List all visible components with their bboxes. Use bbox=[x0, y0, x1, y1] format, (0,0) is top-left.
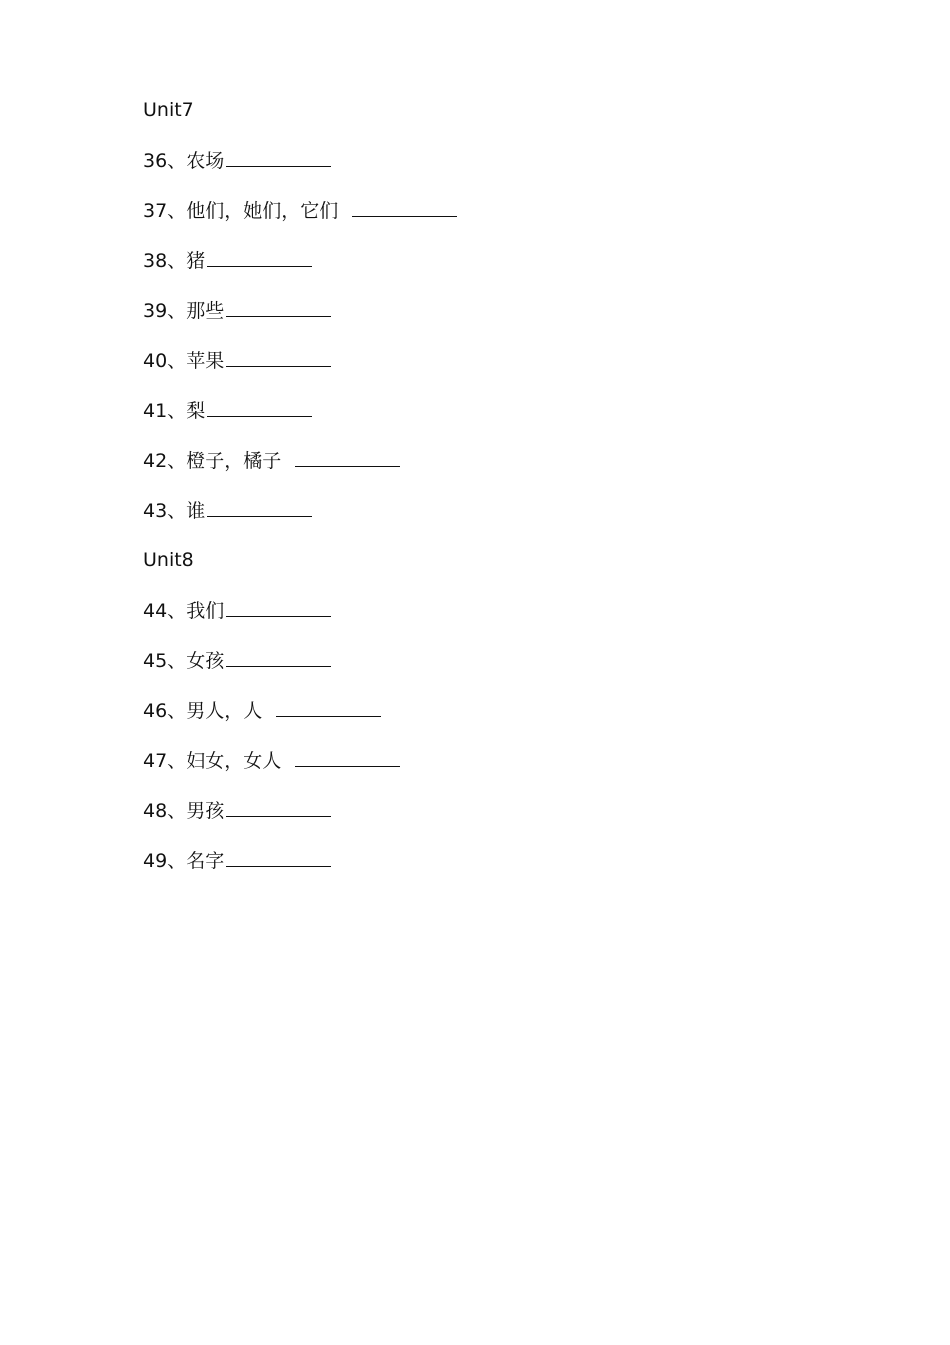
item-number: 46、 bbox=[143, 700, 187, 722]
item-number: 44、 bbox=[143, 600, 187, 622]
answer-blank[interactable] bbox=[226, 846, 331, 867]
answer-blank[interactable] bbox=[226, 146, 331, 167]
answer-blank[interactable] bbox=[226, 646, 331, 667]
vocab-item bbox=[143, 296, 903, 346]
vocab-item bbox=[143, 446, 903, 496]
vocab-item bbox=[143, 746, 903, 796]
item-word: 猪 bbox=[186, 250, 206, 272]
item-number: 39、 bbox=[143, 300, 187, 322]
vocab-item bbox=[143, 696, 903, 746]
vocab-item bbox=[143, 646, 903, 696]
vocab-item bbox=[143, 596, 903, 646]
answer-blank[interactable] bbox=[352, 196, 457, 217]
worksheet bbox=[143, 96, 903, 896]
vocab-item bbox=[143, 246, 903, 296]
vocab-item bbox=[143, 346, 903, 396]
item-number: 41、 bbox=[143, 400, 187, 422]
answer-blank[interactable] bbox=[276, 696, 381, 717]
item-number: 43、 bbox=[143, 500, 187, 522]
item-word: 苹果 bbox=[186, 350, 225, 372]
item-number: 47、 bbox=[143, 750, 187, 772]
item-number: 45、 bbox=[143, 650, 187, 672]
vocab-item bbox=[143, 496, 903, 546]
unit-heading: Unit7 bbox=[143, 99, 194, 121]
item-number: 36、 bbox=[143, 150, 187, 172]
answer-blank[interactable] bbox=[207, 246, 312, 267]
unit-heading: Unit8 bbox=[143, 549, 194, 571]
item-word: 农场 bbox=[186, 150, 225, 172]
item-word: 名字 bbox=[186, 850, 225, 872]
answer-blank[interactable] bbox=[207, 496, 312, 517]
item-number: 38、 bbox=[143, 250, 187, 272]
answer-blank[interactable] bbox=[226, 796, 331, 817]
answer-blank[interactable] bbox=[207, 396, 312, 417]
answer-blank[interactable] bbox=[295, 446, 400, 467]
item-word: 梨 bbox=[186, 400, 206, 422]
item-word: 妇女，女人 bbox=[186, 750, 282, 772]
item-number: 49、 bbox=[143, 850, 187, 872]
item-word: 那些 bbox=[186, 300, 225, 322]
item-word: 我们 bbox=[186, 600, 225, 622]
item-number: 37、 bbox=[143, 200, 187, 222]
item-word: 他们，她们，它们 bbox=[186, 200, 339, 222]
answer-blank[interactable] bbox=[226, 596, 331, 617]
item-word: 女孩 bbox=[186, 650, 225, 672]
vocab-item bbox=[143, 796, 903, 846]
answer-blank[interactable] bbox=[226, 296, 331, 317]
item-word: 男孩 bbox=[186, 800, 225, 822]
vocab-item bbox=[143, 846, 903, 896]
item-word: 谁 bbox=[186, 500, 206, 522]
vocab-item bbox=[143, 396, 903, 446]
answer-blank[interactable] bbox=[295, 746, 400, 767]
vocab-item bbox=[143, 146, 903, 196]
item-number: 40、 bbox=[143, 350, 187, 372]
item-word: 橙子，橘子 bbox=[186, 450, 282, 472]
item-word: 男人，人 bbox=[186, 700, 263, 722]
answer-blank[interactable] bbox=[226, 346, 331, 367]
item-number: 48、 bbox=[143, 800, 187, 822]
vocab-item bbox=[143, 196, 903, 246]
item-number: 42、 bbox=[143, 450, 187, 472]
